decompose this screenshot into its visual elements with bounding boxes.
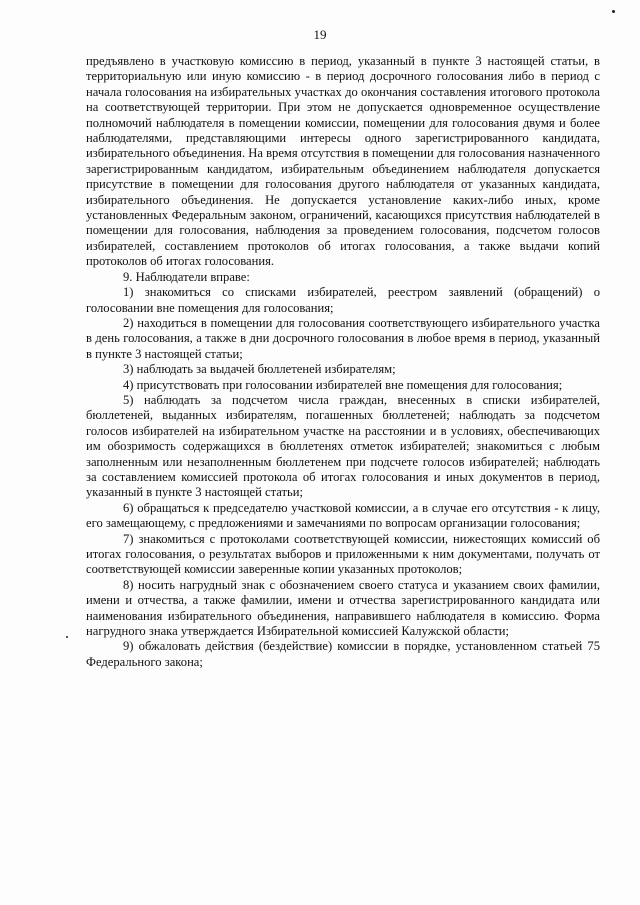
- list-item-right-3: 3) наблюдать за выдачей бюллетеней избирателям;: [123, 362, 396, 377]
- list-item-right-2: 2) находиться в помещении для голосования соответствующего избирательного участка в день голосования, а также в дни досрочного голосования в любое время в период, указанный в пункте 3 настоящей статьи;: [86, 315, 600, 361]
- list-item-right-1: 1) знакомиться со списками избирателей, реестром заявлений (обращений) о голосовании вне помещения для голосования;: [86, 285, 600, 315]
- paragraph-observer-presence: предъявлено в участковую комиссию в период, указанный в пункте 3 настоящей статьи, в территориальную или иную комиссию - в период досрочного голосования либо в период с начала голосования на избирательных участках до окончания составления итогового протокола на соответствующей территории. При этом не допускается одновременное осуществление полномочий наблюдателя в помещении комиссии, помещении для голосования двумя и более наблюдателями, представляющими интересы одного зарегистрированного кандидата, избирательного объединения. На время отсутствия в помещении для голосования назначенного зарегистрированным кандидатом, избирательным объединением наблюдателя допускается присутствие в помещении для голосования другого наблюдателя от указанных кандидата, избирательного объединения. Не допускается установление каких-либо иных, кроме установленных Федеральным законом, ограничений, касающихся присутствия наблюдателей в помещении для голосования, наблюдения за проведением голосования, подсчетом голосов избирателей, составлением протоколов об итогах голосования, а также выдачи копий протоколов об итогах голосования.: [86, 54, 600, 269]
- list-item-right-8: 8) носить нагрудный знак с обозначением своего статуса и указанием своих фамилии, имени и отчества, а также фамилии, имени и отчества зарегистрированного кандидата или наименования избирательного объединения, направившего наблюдателя в комиссию. Форма нагрудного знака утверждается Избирательной комиссией Калужской области;: [86, 577, 600, 639]
- scan-speck: [66, 636, 68, 638]
- list-item-right-6: 6) обращаться к председателю участковой комиссии, а в случае его отсутствия - к лицу, его замещающему, с предложениями и замечаниями по вопросам организации голосования;: [86, 500, 600, 531]
- scan-speck: [612, 10, 615, 13]
- list-item-right-7: 7) знакомиться с протоколами соответствующей комиссии, нижестоящих комиссий об итогах голосования, о результатах выборов и приложенными к ним документами, получать от соответствующей комиссии заверенные копии указанных протоколов;: [86, 531, 600, 577]
- list-item-right-4: 4) присутствовать при голосовании избирателей вне помещения для голосования;: [123, 377, 563, 392]
- paragraph-observer-rights-heading: 9. Наблюдатели вправе:: [123, 269, 250, 284]
- page-number: 19: [313, 27, 327, 42]
- list-item-right-5: 5) наблюдать за подсчетом числа граждан, внесенных в списки избирателей, бюллетеней, выданных избирателям, погашенных бюллетеней; наблюдать за подсчетом голосов избирателей на избирательном участке на расстоянии и в условиях, обеспечивающих им обозримость содержащихся в бюллетенях отметок избирателей; знакомиться с любым заполненным или незаполненным бюллетенем при подсчете голосов избирателей; наблюдать за составлением комиссией протокола об итогах голосования и иных документов в период, указанный в пункте 3 настоящей статьи;: [86, 392, 600, 500]
- document-body: [86, 54, 600, 670]
- list-item-right-9: 9) обжаловать действия (бездействие) комиссии в порядке, установленном статьей 75 Федерального закона;: [86, 639, 600, 669]
